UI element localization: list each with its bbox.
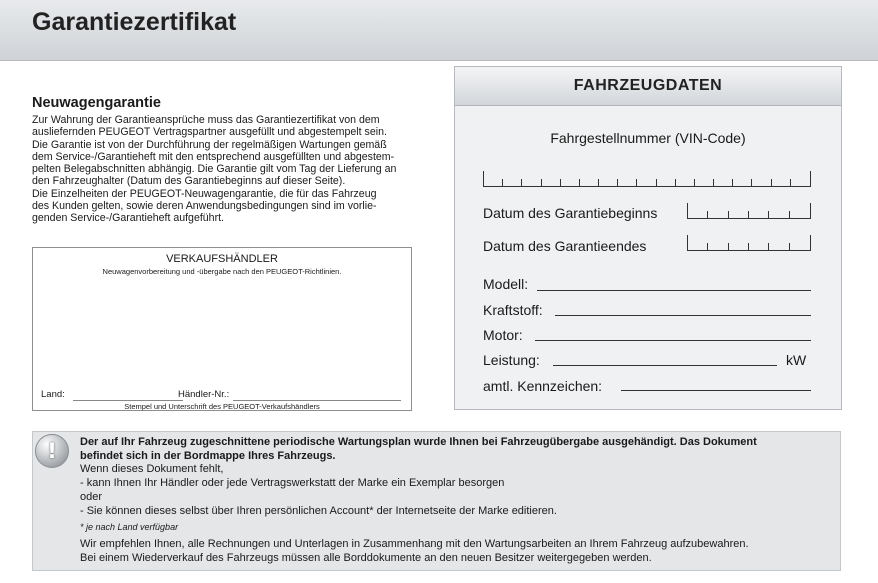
box-separator bbox=[748, 243, 749, 250]
box-separator bbox=[636, 179, 637, 186]
box-separator bbox=[713, 179, 714, 186]
box-separator bbox=[707, 211, 708, 218]
warranty-line: Zur Wahrung der Garantieansprüche muss das Garantiezertifikat von dem bbox=[32, 114, 380, 126]
note-line: Bei einem Wiederverkauf des Fahrzeugs müssen alle Borddokumente an den neuen Besitzer weitergegeben werden. bbox=[80, 551, 652, 564]
vehicle-data-panel bbox=[454, 66, 842, 410]
warranty-end-label: Datum des Garantieendes bbox=[483, 238, 647, 254]
warranty-line: den Fahrzeughalter (Datum des Garantiebeginns auf dieser Seite). bbox=[32, 175, 346, 188]
box-separator bbox=[728, 211, 729, 218]
fuel-field[interactable] bbox=[555, 315, 811, 316]
warranty-line: Die Einzelheiten der PEUGEOT-Neuwagengarantie, die für das Fahrzeug bbox=[32, 187, 377, 200]
box-separator bbox=[656, 179, 657, 186]
maintenance-note bbox=[32, 431, 841, 571]
dealer-number-field[interactable] bbox=[233, 400, 401, 401]
plate-field[interactable] bbox=[621, 390, 811, 391]
box-separator bbox=[748, 211, 749, 218]
box-separator bbox=[768, 243, 769, 250]
warranty-line: pelten Belegabschnitten abhängig. Die Garantie gilt vom Tag der Lieferung an bbox=[32, 163, 397, 176]
note-line: befindet sich in der Bordmappe Ihres Fahrzeugs. bbox=[80, 449, 336, 462]
dealer-country-label: Land: bbox=[41, 389, 65, 400]
box-separator bbox=[521, 179, 522, 186]
note-line: oder bbox=[80, 490, 103, 503]
box-separator bbox=[790, 179, 791, 186]
note-line: Der auf Ihr Fahrzeug zugeschnittene periodische Wartungsplan wurde Ihnen bei Fahrzeugübergabe ausgehändigt. Das Dokument bbox=[80, 436, 757, 448]
model-label: Modell: bbox=[483, 276, 529, 292]
box-separator bbox=[768, 211, 769, 218]
warranty-line: ausliefernden PEUGEOT Vertragspartner ausgefüllt und abgestempelt sein. bbox=[32, 126, 387, 139]
note-line: Wenn dieses Dokument fehlt, bbox=[80, 463, 224, 476]
warranty-line: genden Service-/Garantieheft aufgeführt. bbox=[32, 212, 224, 225]
box-separator bbox=[598, 179, 599, 186]
warranty-line: des Kunden gelten, sowie deren Anwendungsbedingungen sind im vorlie- bbox=[32, 200, 377, 213]
warranty-line: Die Garantie ist von der Durchführung der regelmäßigen Wartungen gemäß bbox=[32, 138, 387, 151]
engine-label: Motor: bbox=[483, 327, 523, 343]
power-unit: kW bbox=[786, 352, 807, 368]
fuel-label: Kraftstoff: bbox=[483, 302, 543, 318]
box-separator bbox=[579, 179, 580, 186]
page-header bbox=[0, 0, 878, 61]
box-separator bbox=[751, 179, 752, 186]
box-separator bbox=[789, 243, 790, 250]
box-separator bbox=[541, 179, 542, 186]
power-field[interactable] bbox=[553, 365, 777, 366]
note-line: Wir empfehlen Ihnen, alle Rechnungen und Unterlagen in Zusammenhang mit den Wartungsarbeiten an Ihrem Fahrzeug aufzubewahren. bbox=[80, 537, 749, 550]
box-separator bbox=[617, 179, 618, 186]
box-separator bbox=[675, 179, 676, 186]
dealer-subheading: Neuwagenvorbereitung und -übergabe nach den PEUGEOT-Richtlinien. bbox=[102, 267, 342, 276]
box-separator bbox=[789, 211, 790, 218]
note-line: - Sie können dieses selbst über Ihren persönlichen Account* der Internetseite der Marke editieren. bbox=[80, 504, 557, 517]
box-separator bbox=[771, 179, 772, 186]
model-field[interactable] bbox=[537, 290, 811, 291]
box-separator bbox=[560, 179, 561, 186]
box-separator bbox=[694, 179, 695, 186]
dealer-number-label: Händler-Nr.: bbox=[178, 389, 230, 400]
maintenance-note-text bbox=[80, 436, 830, 565]
dealer-heading: VERKAUFSHÄNDLER bbox=[166, 253, 278, 265]
dealer-stamp-label: Stempel und Unterschrift des PEUGEOT-Verkaufshändlers bbox=[124, 402, 320, 411]
engine-field[interactable] bbox=[535, 340, 811, 341]
plate-label: amtl. Kennzeichen: bbox=[483, 378, 603, 394]
warranty-text bbox=[32, 114, 432, 225]
vehicle-data-header: FAHRZEUGDATEN bbox=[455, 67, 841, 106]
exclamation-icon: ! bbox=[35, 434, 69, 468]
dealer-country-field[interactable] bbox=[73, 400, 183, 401]
vin-input-boxes[interactable] bbox=[483, 171, 811, 187]
warranty-start-date-boxes[interactable] bbox=[687, 203, 811, 219]
note-line: - kann Ihnen Ihr Händler oder jede Vertragswerkstatt der Marke ein Exemplar besorgen bbox=[80, 477, 505, 490]
box-separator bbox=[502, 179, 503, 186]
page-title: Garantiezertifikat bbox=[32, 8, 237, 36]
power-label: Leistung: bbox=[483, 352, 540, 368]
box-separator bbox=[728, 243, 729, 250]
note-footnote: * je nach Land verfügbar bbox=[80, 522, 179, 533]
box-separator bbox=[707, 243, 708, 250]
warranty-line: dem Service-/Garantieheft mit den entsprechend ausgefüllten und abgestem- bbox=[32, 150, 395, 163]
vin-label: Fahrgestellnummer (VIN-Code) bbox=[550, 130, 746, 146]
box-separator bbox=[732, 179, 733, 186]
dealer-stamp-box bbox=[32, 247, 412, 411]
warranty-end-date-boxes[interactable] bbox=[687, 235, 811, 251]
warranty-start-label: Datum des Garantiebeginns bbox=[483, 205, 658, 221]
warranty-title: Neuwagengarantie bbox=[32, 95, 161, 111]
